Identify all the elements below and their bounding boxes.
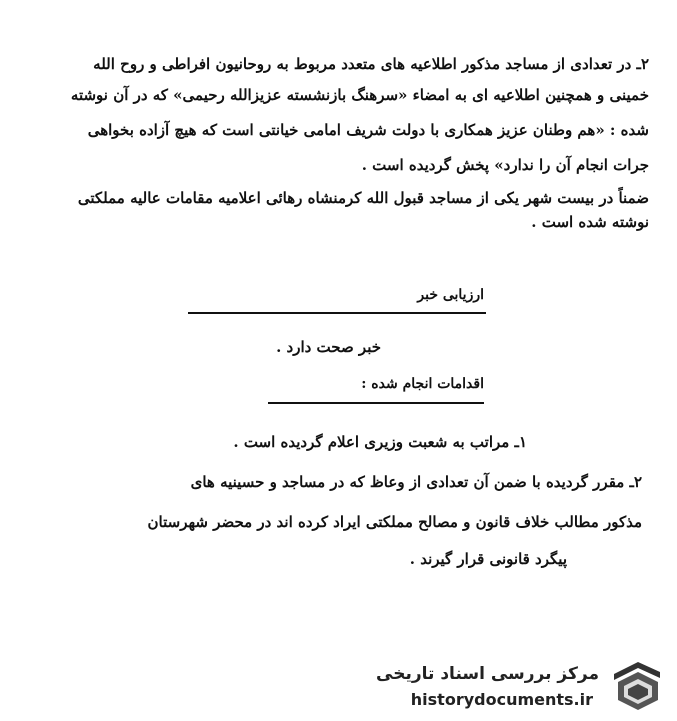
body-line-2: خمینی و همچنین اطلاعیه ای به امضاء «سرهنگ بازنشسته عزیزالله رحیمی» که در آن نوشته bbox=[70, 86, 649, 104]
body-line-1: ۲ـ در تعدادی از مساجد مذکور اطلاعیه های متعدد مربوط به روحانیون افراطی و روح الله bbox=[93, 55, 649, 73]
actions-underline bbox=[268, 402, 484, 404]
watermark-title: مرکز بررسی اسناد تاریخی bbox=[376, 664, 599, 684]
body-line-6: نوشته شده است . bbox=[531, 213, 649, 231]
body-line-5: ضمناً در بیست شهر یکی از مساجد قبول الله کرمنشاه رهائی اعلامیه مقامات عالیه مملکتی bbox=[77, 189, 649, 207]
evaluation-heading: ارزیابی خبر bbox=[417, 287, 484, 303]
archive-logo-icon bbox=[608, 656, 666, 714]
body-line-3: شده : «هم وطنان عزیز همکاری با دولت شریف امامی خیانتی است که هیچ آزاده بخواهی bbox=[87, 121, 649, 139]
action-line-2: ۲ـ مقرر گردیده با ضمن آن تعدادی از وعاظ که در مساجد و حسینیه های bbox=[190, 473, 642, 491]
actions-heading: اقدامات انجام شده : bbox=[361, 376, 484, 392]
action-line-1: ۱ـ مراتب به شعبت وزیری اعلام گردیده است . bbox=[233, 433, 527, 451]
watermark-url: historydocuments.ir bbox=[410, 690, 593, 709]
action-line-3: مذکور مطالب خلاف قانون و مصالح مملکتی ایراد کرده اند در محضر شهرستان bbox=[147, 513, 642, 531]
body-line-4: جرات انجام آن را ندارد» پخش گردیده است . bbox=[361, 156, 649, 174]
evaluation-text: خبر صحت دارد . bbox=[276, 338, 381, 356]
heading-underline bbox=[188, 312, 486, 314]
action-line-4: پیگرد قانونی قرار گیرند . bbox=[409, 550, 567, 568]
